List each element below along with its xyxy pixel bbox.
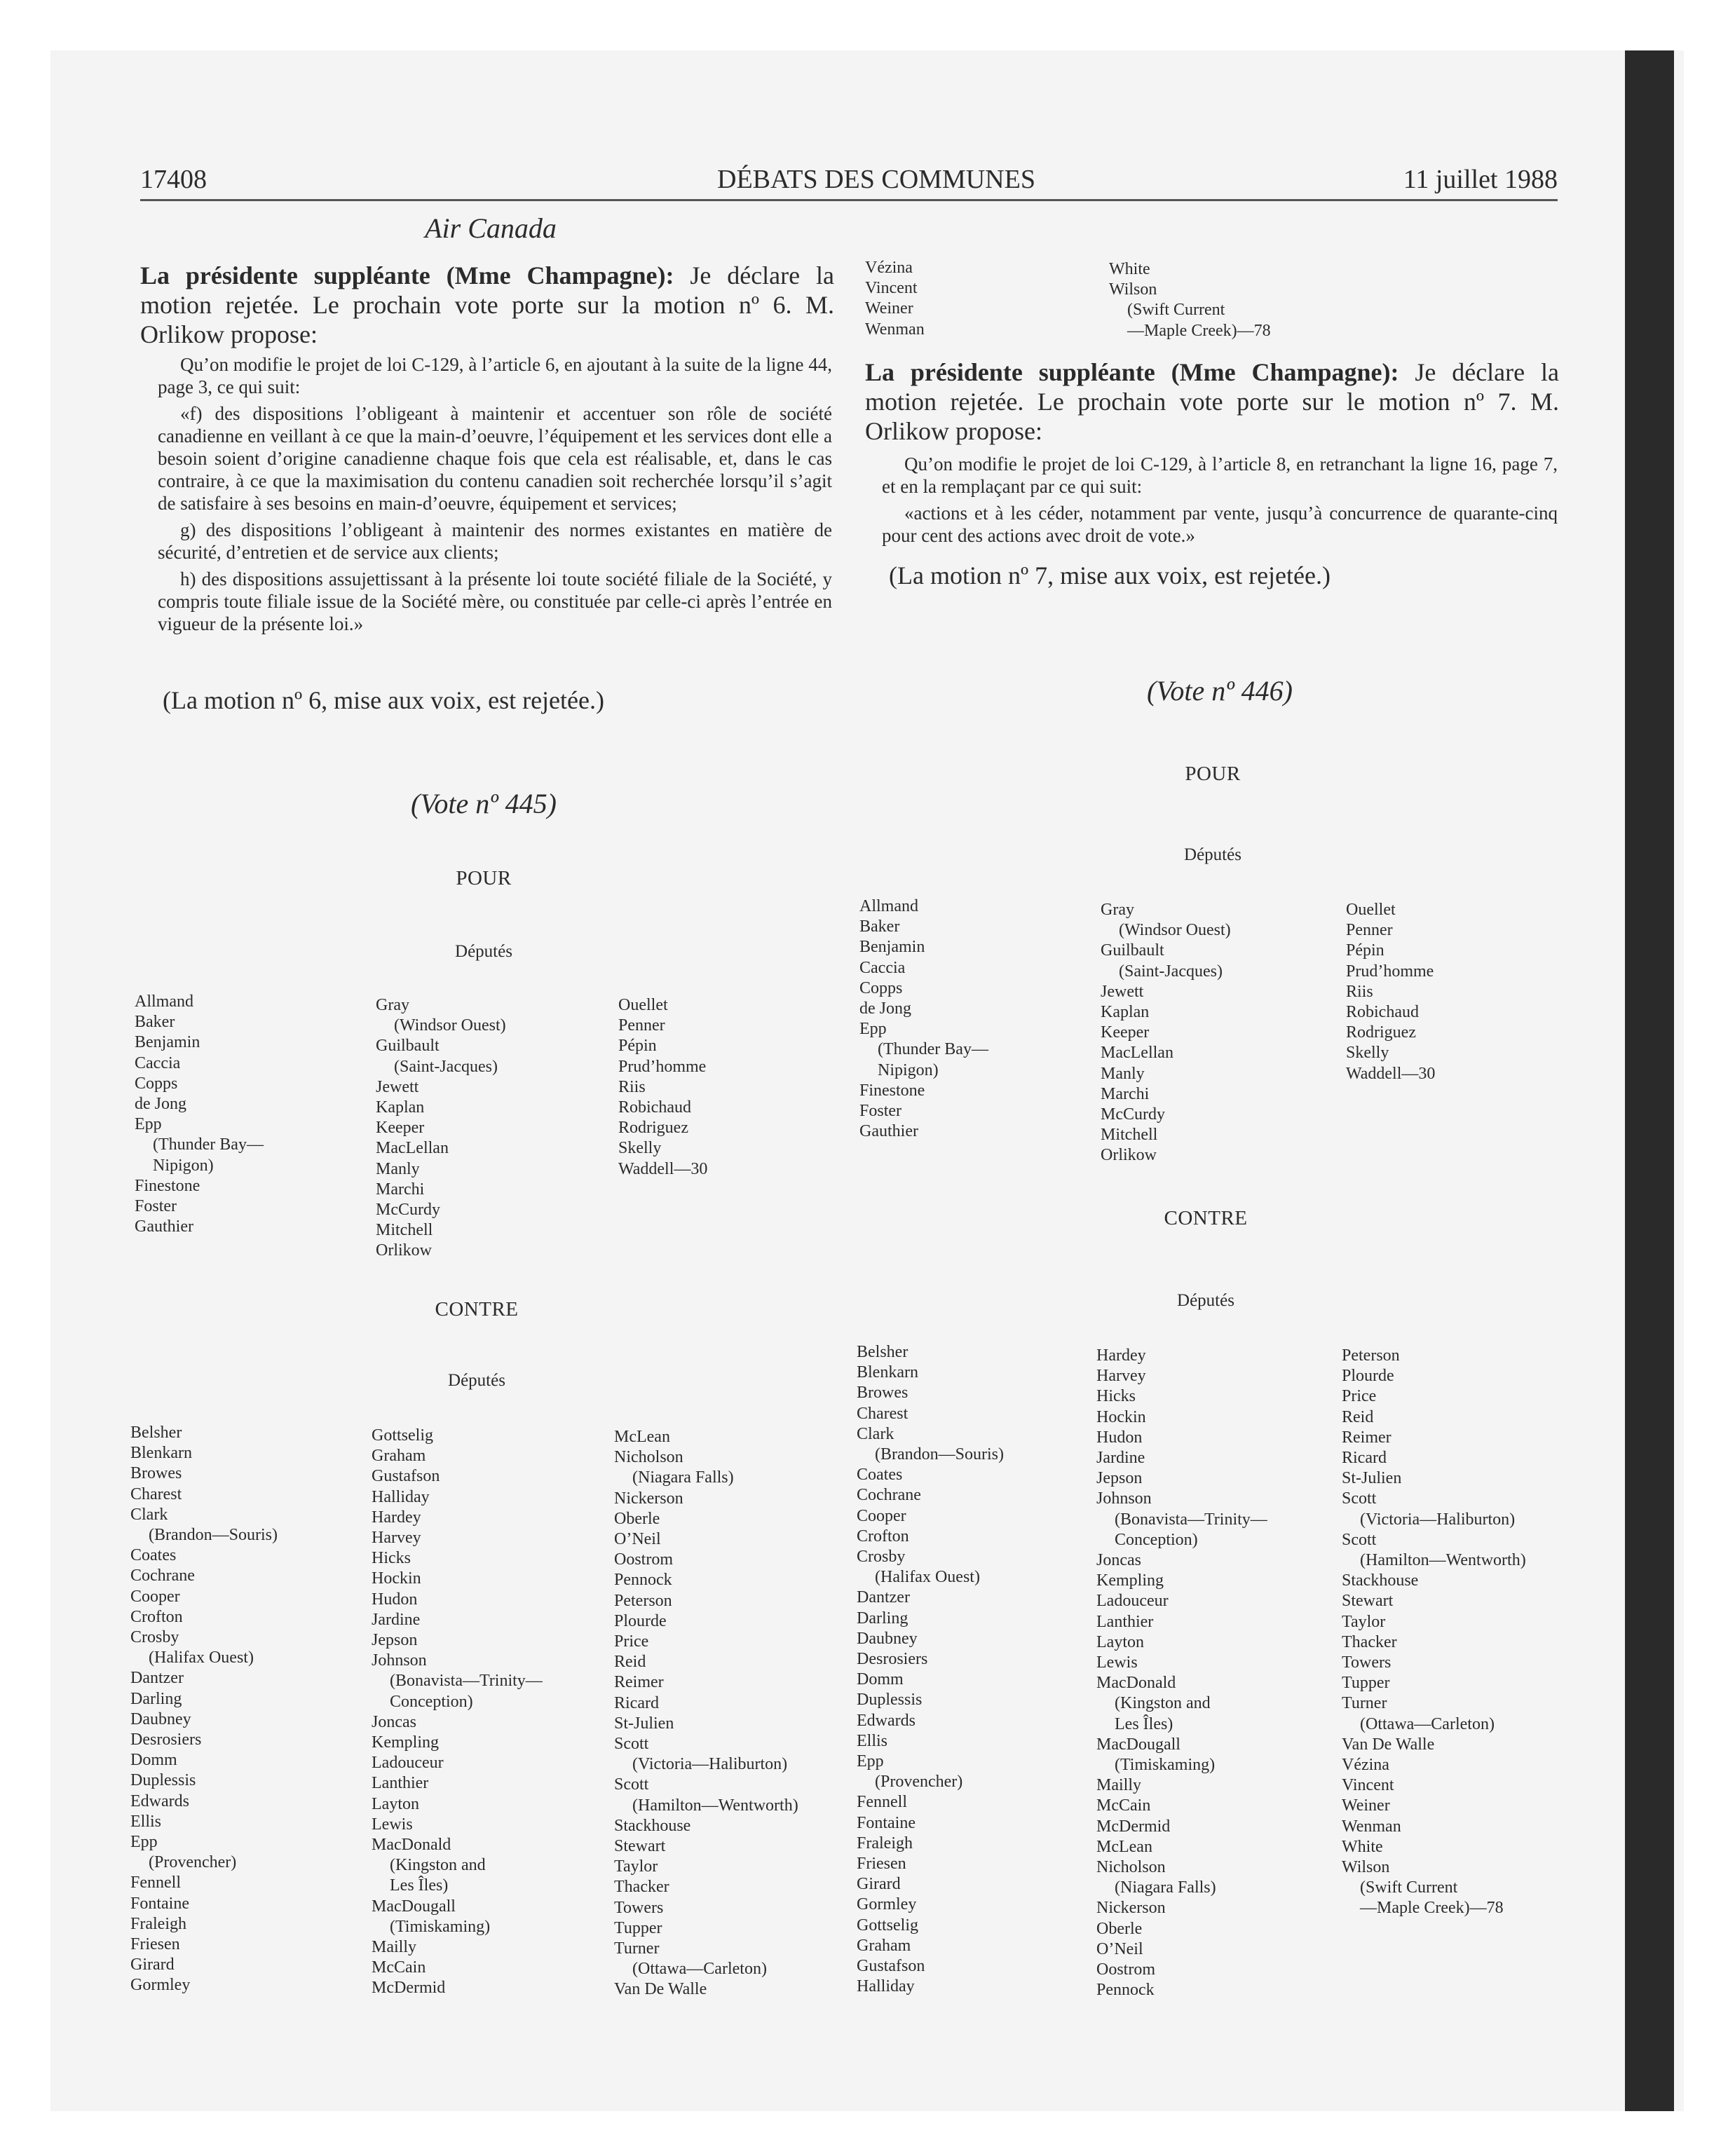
- member-name: Crosby: [857, 1548, 906, 1567]
- member-name: Skelly: [1346, 1044, 1389, 1063]
- vote-446-deputes-contre: Députés: [1177, 1291, 1234, 1310]
- member-name: Darling: [130, 1689, 182, 1708]
- member-name: Nicholson: [614, 1448, 683, 1467]
- member-name: Lanthier: [1096, 1612, 1154, 1631]
- vote-446-contre-col1: [857, 1342, 1095, 1998]
- member-name: Epp: [135, 1115, 162, 1134]
- member-name: Foster: [135, 1197, 177, 1216]
- member-name: (Halifax Ouest): [149, 1649, 254, 1667]
- member-name: Halliday: [372, 1487, 430, 1506]
- member-name: Conception): [1115, 1530, 1198, 1549]
- motion-6-result: (La motion nº 6, mise aux voix, est rejetée.): [163, 686, 604, 714]
- member-name: Prud’homme: [618, 1057, 707, 1076]
- member-name: Hicks: [1096, 1387, 1136, 1406]
- member-name: Jardine: [372, 1610, 421, 1629]
- member-name: Fennell: [857, 1793, 907, 1812]
- member-name: (Bonavista—Trinity—: [1115, 1510, 1267, 1529]
- member-name: Kempling: [372, 1733, 439, 1752]
- member-name: Towers: [1342, 1653, 1392, 1672]
- member-name: de Jong: [859, 999, 911, 1018]
- member-name: Lewis: [372, 1815, 413, 1834]
- member-name: Ladouceur: [1096, 1592, 1169, 1611]
- member-name: Ouellet: [1346, 901, 1396, 919]
- member-name: (Kingston and: [1115, 1694, 1211, 1713]
- member-name: Marchi: [1101, 1084, 1150, 1103]
- member-name: Gottselig: [857, 1916, 918, 1935]
- member-name: Finestone: [859, 1081, 925, 1100]
- member-name: Wenman: [1342, 1817, 1401, 1836]
- member-name: White: [1109, 260, 1150, 278]
- member-name: Vézina: [1342, 1756, 1389, 1775]
- member-name: Girard: [857, 1875, 901, 1894]
- member-name: White: [1342, 1837, 1383, 1856]
- member-name: Lewis: [1096, 1653, 1138, 1672]
- motion-7-result: (La motion nº 7, mise aux voix, est rejetée.): [889, 561, 1331, 589]
- vote-445-title: (Vote nº 445): [411, 788, 557, 819]
- previous-vote-tail-col2: [1109, 259, 1361, 341]
- member-name: Desrosiers: [130, 1731, 202, 1749]
- member-name: Crosby: [130, 1628, 179, 1647]
- member-name: Penner: [1346, 921, 1393, 940]
- quote-g: g) des dispositions l’obligeant à maintenir des normes existantes en matière de sécurité, d’entretien et de service aux clients;: [158, 519, 832, 563]
- member-name: Tupper: [614, 1918, 662, 1937]
- member-name: Joncas: [372, 1712, 416, 1731]
- member-name: (Brandon—Souris): [149, 1526, 278, 1545]
- member-name: (Kingston and: [390, 1856, 486, 1875]
- member-name: Robichaud: [1346, 1003, 1419, 1022]
- member-name: Ricard: [614, 1693, 659, 1712]
- member-name: Thacker: [614, 1878, 669, 1897]
- member-name: Taylor: [614, 1857, 658, 1876]
- member-name: Jepson: [1096, 1469, 1143, 1488]
- member-name: Caccia: [135, 1053, 181, 1072]
- member-name: Allmand: [859, 897, 918, 915]
- member-name: (Ottawa—Carleton): [1360, 1714, 1495, 1733]
- member-name: Marchi: [376, 1180, 425, 1199]
- quote-f: «f) des dispositions l’obligeant à maintenir et accentuer son rôle de société canadienne en veillant à ce que la main-d’oeuvre, l’équipement et les services dont elle a besoin soient d’origine canadienne chaque fois que cela est réalisable, et, dans le cas contraire, à ce que la maximisation du contenu canadien soit recherchée lorsqu’il s’agit de satisfaire à ses besoins en main-d’oeuvre, équipement et services;: [158, 403, 832, 514]
- member-name: Friesen: [857, 1855, 906, 1874]
- running-head: Air Canada: [425, 212, 557, 244]
- member-name: Taylor: [1342, 1612, 1386, 1631]
- member-name: Coates: [130, 1546, 177, 1565]
- member-name: Hockin: [1096, 1407, 1146, 1426]
- vote-445-pour-col2: [376, 995, 607, 1262]
- member-name: Fraleigh: [130, 1914, 186, 1933]
- scan-edge: [1625, 50, 1674, 2111]
- member-name: Gauthier: [135, 1217, 193, 1236]
- member-name: Jardine: [1096, 1449, 1145, 1468]
- member-name: Gray: [1101, 901, 1134, 919]
- member-name: Nicholson: [1096, 1858, 1166, 1877]
- member-name: (Provencher): [149, 1853, 237, 1872]
- member-name: Reimer: [1342, 1428, 1392, 1447]
- member-name: McLean: [1096, 1837, 1152, 1856]
- member-name: (Bonavista—Trinity—: [390, 1672, 543, 1691]
- member-name: Foster: [859, 1102, 901, 1121]
- member-name: McDermid: [372, 1979, 446, 1998]
- member-name: Conception): [390, 1692, 473, 1711]
- vote-445-contre: CONTRE: [435, 1298, 519, 1321]
- member-name: Nickerson: [1096, 1899, 1166, 1918]
- member-name: Keeper: [1101, 1023, 1150, 1042]
- member-name: Keeper: [376, 1119, 425, 1138]
- member-name: Hudon: [372, 1590, 418, 1609]
- member-name: Friesen: [130, 1935, 180, 1954]
- quote-intro-right: Qu’on modifie le projet de loi C-129, à l’article 8, en retranchant la ligne 16, page 7, et en la remplaçant par ce qui suit:: [882, 453, 1558, 497]
- member-name: Plourde: [614, 1611, 667, 1630]
- member-name: Cooper: [130, 1587, 180, 1606]
- member-name: Benjamin: [859, 938, 925, 957]
- member-name: (Ottawa—Carleton): [632, 1960, 767, 1979]
- member-name: (Windsor Ouest): [394, 1016, 506, 1035]
- member-name: St-Julien: [614, 1714, 674, 1733]
- member-name: Reid: [1342, 1407, 1374, 1426]
- member-name: Van De Walle: [614, 1980, 707, 1999]
- member-name: Rodriguez: [1346, 1023, 1416, 1042]
- member-name: Belsher: [130, 1424, 182, 1442]
- vote-445-deputes: Députés: [455, 942, 512, 961]
- page-number: 17408: [140, 165, 207, 194]
- member-name: Price: [614, 1632, 649, 1651]
- member-name: St-Julien: [1342, 1469, 1402, 1488]
- member-name: Copps: [859, 978, 903, 997]
- member-name: (Thunder Bay—: [878, 1040, 988, 1059]
- member-name: Ellis: [857, 1731, 888, 1750]
- member-name: O’Neil: [614, 1530, 661, 1549]
- member-name: Dantzer: [130, 1669, 184, 1688]
- member-name: (Hamilton—Wentworth): [1360, 1551, 1526, 1570]
- member-name: Reid: [614, 1653, 646, 1672]
- member-name: Scott: [1342, 1489, 1377, 1508]
- member-name: Les Îles): [1115, 1714, 1173, 1733]
- member-name: Baker: [135, 1013, 175, 1032]
- member-name: Crofton: [130, 1607, 183, 1626]
- member-name: Daubney: [130, 1710, 191, 1728]
- member-name: (Halifax Ouest): [875, 1568, 980, 1587]
- member-name: (Swift Current: [1360, 1878, 1458, 1897]
- member-name: Gustafson: [372, 1467, 440, 1486]
- member-name: Gormley: [857, 1895, 917, 1914]
- page-date: 11 juillet 1988: [1403, 165, 1558, 194]
- member-name: (Saint-Jacques): [394, 1057, 498, 1076]
- member-name: Browes: [130, 1464, 182, 1483]
- vote-446-deputes: Députés: [1184, 845, 1241, 864]
- member-name: Hicks: [372, 1549, 411, 1568]
- member-name: Graham: [372, 1447, 426, 1466]
- member-name: Cochrane: [857, 1486, 921, 1505]
- member-name: Penner: [618, 1016, 665, 1035]
- member-name: Gottselig: [372, 1426, 433, 1445]
- motion-7-text: [882, 453, 1558, 551]
- vote-446-pour: POUR: [1185, 763, 1241, 785]
- member-name: Ouellet: [618, 996, 668, 1014]
- member-name: Epp: [859, 1020, 887, 1039]
- member-name: Vincent: [865, 279, 918, 298]
- member-name: (Hamilton—Wentworth): [632, 1796, 798, 1815]
- member-name: Scott: [614, 1775, 649, 1794]
- vote-446-contre: CONTRE: [1164, 1207, 1248, 1229]
- vote-445-deputes-contre: Députés: [448, 1371, 505, 1390]
- member-name: Manly: [1101, 1064, 1145, 1083]
- member-name: Rodriguez: [618, 1119, 688, 1138]
- member-name: —Maple Creek)—78: [1127, 321, 1271, 340]
- member-name: McCurdy: [1101, 1105, 1165, 1124]
- header-rule: [140, 199, 1558, 201]
- member-name: MacDougall: [372, 1897, 456, 1916]
- member-name: Layton: [1096, 1632, 1144, 1651]
- member-name: Harvey: [1096, 1367, 1146, 1386]
- vote-446-pour-col3: [1346, 900, 1556, 1084]
- member-name: (Victoria—Haliburton): [632, 1755, 788, 1774]
- member-name: Price: [1342, 1387, 1377, 1406]
- member-name: Domm: [857, 1670, 904, 1689]
- speech-left: [140, 261, 834, 349]
- member-name: MacLellan: [1101, 1044, 1173, 1063]
- member-name: O’Neil: [1096, 1939, 1143, 1958]
- member-name: Skelly: [618, 1139, 662, 1158]
- member-name: McCurdy: [376, 1201, 440, 1220]
- member-name: Vincent: [1342, 1776, 1394, 1795]
- vote-446-contre-col2: [1096, 1346, 1342, 2001]
- member-name: Robichaud: [618, 1098, 691, 1117]
- vote-446-pour-col2: [1101, 900, 1339, 1166]
- member-name: Duplessis: [857, 1691, 923, 1710]
- member-name: Gauthier: [859, 1122, 918, 1141]
- member-name: Towers: [614, 1898, 664, 1917]
- member-name: Prud’homme: [1346, 962, 1434, 981]
- member-name: Tupper: [1342, 1674, 1390, 1693]
- member-name: Edwards: [130, 1792, 189, 1810]
- member-name: MacDonald: [372, 1836, 451, 1855]
- speaker-name-right: La présidente suppléante (Mme Champagne):: [865, 358, 1399, 386]
- member-name: (Provencher): [875, 1773, 963, 1792]
- member-name: Oostrom: [614, 1550, 673, 1569]
- member-name: Fraleigh: [857, 1834, 913, 1853]
- member-name: Thacker: [1342, 1632, 1397, 1651]
- member-name: Gray: [376, 996, 409, 1014]
- member-name: Weiner: [1342, 1796, 1390, 1815]
- member-name: MacDonald: [1096, 1674, 1176, 1693]
- vote-445-contre-col1: [130, 1423, 362, 1996]
- member-name: Wilson: [1342, 1858, 1390, 1877]
- member-name: Duplessis: [130, 1771, 196, 1790]
- member-name: Charest: [130, 1485, 182, 1503]
- member-name: Cochrane: [130, 1567, 195, 1585]
- member-name: Coates: [857, 1466, 903, 1485]
- member-name: (Windsor Ouest): [1119, 921, 1231, 940]
- member-name: (Niagara Falls): [1115, 1878, 1216, 1897]
- member-name: Peterson: [1342, 1346, 1400, 1365]
- member-name: Les Îles): [390, 1876, 449, 1895]
- member-name: Jewett: [376, 1077, 419, 1096]
- member-name: (Thunder Bay—: [153, 1135, 264, 1154]
- member-name: Fontaine: [857, 1813, 916, 1832]
- speech-text: Je déclare la motion rejetée. Le prochain vote porte sur la motion nº 6. M. Orlikow propose:: [140, 261, 834, 348]
- member-name: Daubney: [857, 1629, 918, 1648]
- member-name: Turner: [1342, 1694, 1387, 1713]
- speaker-name: La présidente suppléante (Mme Champagne):: [140, 261, 674, 289]
- member-name: Wilson: [1109, 280, 1157, 299]
- member-name: Allmand: [135, 992, 193, 1011]
- member-name: Epp: [857, 1752, 884, 1771]
- vote-445-pour: POUR: [456, 867, 512, 889]
- member-name: Clark: [130, 1505, 168, 1524]
- quote-intro: Qu’on modifie le projet de loi C-129, à l’article 6, en ajoutant à la suite de la ligne 44, page 3, ce qui suit:: [158, 354, 832, 397]
- member-name: (Timiskaming): [390, 1917, 491, 1936]
- member-name: Mitchell: [376, 1221, 433, 1240]
- vote-446-contre-col3: [1342, 1346, 1566, 1919]
- member-name: Copps: [135, 1074, 178, 1093]
- vote-445-contre-col2: [372, 1426, 610, 1999]
- member-name: MacLellan: [376, 1139, 449, 1158]
- member-name: Stackhouse: [614, 1816, 691, 1835]
- member-name: Hockin: [372, 1569, 421, 1588]
- member-name: Van De Walle: [1342, 1735, 1435, 1754]
- member-name: Orlikow: [376, 1241, 432, 1260]
- page-title: DÉBATS DES COMMUNES: [717, 165, 1035, 194]
- member-name: Wenman: [865, 320, 925, 339]
- member-name: Oberle: [1096, 1919, 1143, 1938]
- quote-h: h) des dispositions assujettissant à la présente loi toute société filiale de la Société, y compris toute filiale issue de la Société mère, ou constituée par celle-ci après l’entrée en vigueur de la présente loi.»: [158, 568, 832, 634]
- member-name: Browes: [857, 1384, 909, 1403]
- member-name: Mailly: [1096, 1776, 1141, 1795]
- member-name: Blenkarn: [857, 1363, 918, 1382]
- member-name: Ricard: [1342, 1449, 1387, 1468]
- member-name: Weiner: [865, 299, 913, 318]
- member-name: Nickerson: [614, 1489, 683, 1508]
- member-name: Nipigon): [153, 1156, 214, 1175]
- member-name: Scott: [614, 1735, 649, 1754]
- member-name: Blenkarn: [130, 1444, 192, 1463]
- member-name: Charest: [857, 1404, 909, 1423]
- member-name: Benjamin: [135, 1033, 200, 1052]
- member-name: Clark: [857, 1424, 894, 1443]
- member-name: (Saint-Jacques): [1119, 962, 1223, 981]
- member-name: Turner: [614, 1939, 660, 1958]
- vote-445-contre-col3: [614, 1427, 852, 2000]
- member-name: Gustafson: [857, 1957, 925, 1976]
- member-name: Mailly: [372, 1938, 416, 1957]
- member-name: Vézina: [865, 259, 913, 277]
- member-name: Cooper: [857, 1506, 906, 1525]
- member-name: Hardey: [372, 1508, 421, 1527]
- member-name: Fontaine: [130, 1894, 189, 1913]
- member-name: (Timiskaming): [1115, 1756, 1216, 1775]
- vote-445-pour-col1: [135, 992, 345, 1237]
- member-name: Kaplan: [376, 1098, 425, 1117]
- member-name: (Swift Current: [1127, 301, 1225, 320]
- member-name: Layton: [372, 1794, 419, 1813]
- member-name: Waddell—30: [618, 1159, 708, 1178]
- member-name: Epp: [130, 1833, 158, 1852]
- member-name: Desrosiers: [857, 1650, 928, 1669]
- member-name: Manly: [376, 1159, 420, 1178]
- member-name: McCain: [1096, 1796, 1151, 1815]
- member-name: Baker: [859, 917, 900, 936]
- member-name: Waddell—30: [1346, 1064, 1436, 1083]
- member-name: McLean: [614, 1428, 670, 1446]
- member-name: (Brandon—Souris): [875, 1445, 1004, 1464]
- member-name: Riis: [618, 1077, 646, 1096]
- speech-text-right: Je déclare la motion rejetée. Le prochain vote porte sur le motion nº 7. M. Orlikow propose:: [865, 358, 1559, 445]
- member-name: Harvey: [372, 1529, 421, 1548]
- member-name: de Jong: [135, 1095, 186, 1114]
- member-name: (Niagara Falls): [632, 1468, 734, 1487]
- member-name: Oberle: [614, 1509, 660, 1528]
- member-name: Domm: [130, 1751, 177, 1770]
- member-name: Pépin: [618, 1037, 657, 1056]
- member-name: Scott: [1342, 1530, 1377, 1549]
- member-name: Hudon: [1096, 1428, 1143, 1447]
- member-name: Oostrom: [1096, 1960, 1155, 1979]
- member-name: Peterson: [614, 1591, 672, 1610]
- member-name: Pépin: [1346, 941, 1384, 960]
- member-name: Jewett: [1101, 982, 1144, 1001]
- member-name: Johnson: [372, 1651, 427, 1670]
- member-name: Darling: [857, 1609, 909, 1628]
- member-name: Pennock: [614, 1571, 672, 1590]
- member-name: Stackhouse: [1342, 1571, 1419, 1590]
- vote-446-title: (Vote nº 446): [1147, 675, 1293, 707]
- member-name: Jepson: [372, 1631, 418, 1650]
- member-name: Finestone: [135, 1176, 200, 1195]
- speech-right: [865, 357, 1559, 446]
- member-name: Reimer: [614, 1673, 664, 1692]
- member-name: Belsher: [857, 1343, 909, 1361]
- member-name: —Maple Creek)—78: [1360, 1899, 1504, 1918]
- member-name: Stewart: [614, 1837, 666, 1856]
- member-name: Stewart: [1342, 1592, 1394, 1611]
- member-name: Mitchell: [1101, 1126, 1158, 1145]
- member-name: Pennock: [1096, 1981, 1155, 2000]
- member-name: Riis: [1346, 982, 1373, 1001]
- member-name: Joncas: [1096, 1551, 1141, 1570]
- member-name: Johnson: [1096, 1489, 1152, 1508]
- member-name: Crofton: [857, 1527, 909, 1546]
- previous-vote-tail-col1: [865, 258, 1075, 340]
- member-name: Kaplan: [1101, 1003, 1150, 1022]
- member-name: Hardey: [1096, 1346, 1146, 1365]
- quote-text-right: «actions et à les céder, notamment par vente, jusqu’à concurrence de quarante-cinq pour cent des actions avec droit de vote.»: [882, 503, 1558, 546]
- member-name: Ellis: [130, 1812, 162, 1831]
- member-name: McCain: [372, 1958, 426, 1977]
- member-name: Gormley: [130, 1976, 191, 1995]
- motion-6-text: [158, 353, 832, 639]
- member-name: Lanthier: [372, 1774, 429, 1793]
- member-name: Ladouceur: [372, 1754, 444, 1773]
- vote-446-pour-col1: [859, 896, 1084, 1142]
- vote-445-pour-col3: [618, 995, 850, 1180]
- member-name: (Victoria—Haliburton): [1360, 1510, 1516, 1529]
- member-name: Orlikow: [1101, 1146, 1157, 1165]
- member-name: Guilbault: [376, 1037, 440, 1056]
- member-name: Caccia: [859, 958, 906, 977]
- member-name: MacDougall: [1096, 1735, 1181, 1754]
- member-name: Halliday: [857, 1977, 915, 1996]
- member-name: Dantzer: [857, 1588, 910, 1607]
- member-name: Plourde: [1342, 1367, 1394, 1386]
- member-name: Edwards: [857, 1711, 916, 1730]
- member-name: Graham: [857, 1936, 911, 1955]
- member-name: Guilbault: [1101, 941, 1164, 960]
- member-name: Fennell: [130, 1874, 181, 1892]
- member-name: McDermid: [1096, 1817, 1171, 1836]
- member-name: Nipigon): [878, 1060, 939, 1079]
- member-name: Kempling: [1096, 1571, 1164, 1590]
- member-name: Girard: [130, 1956, 175, 1974]
